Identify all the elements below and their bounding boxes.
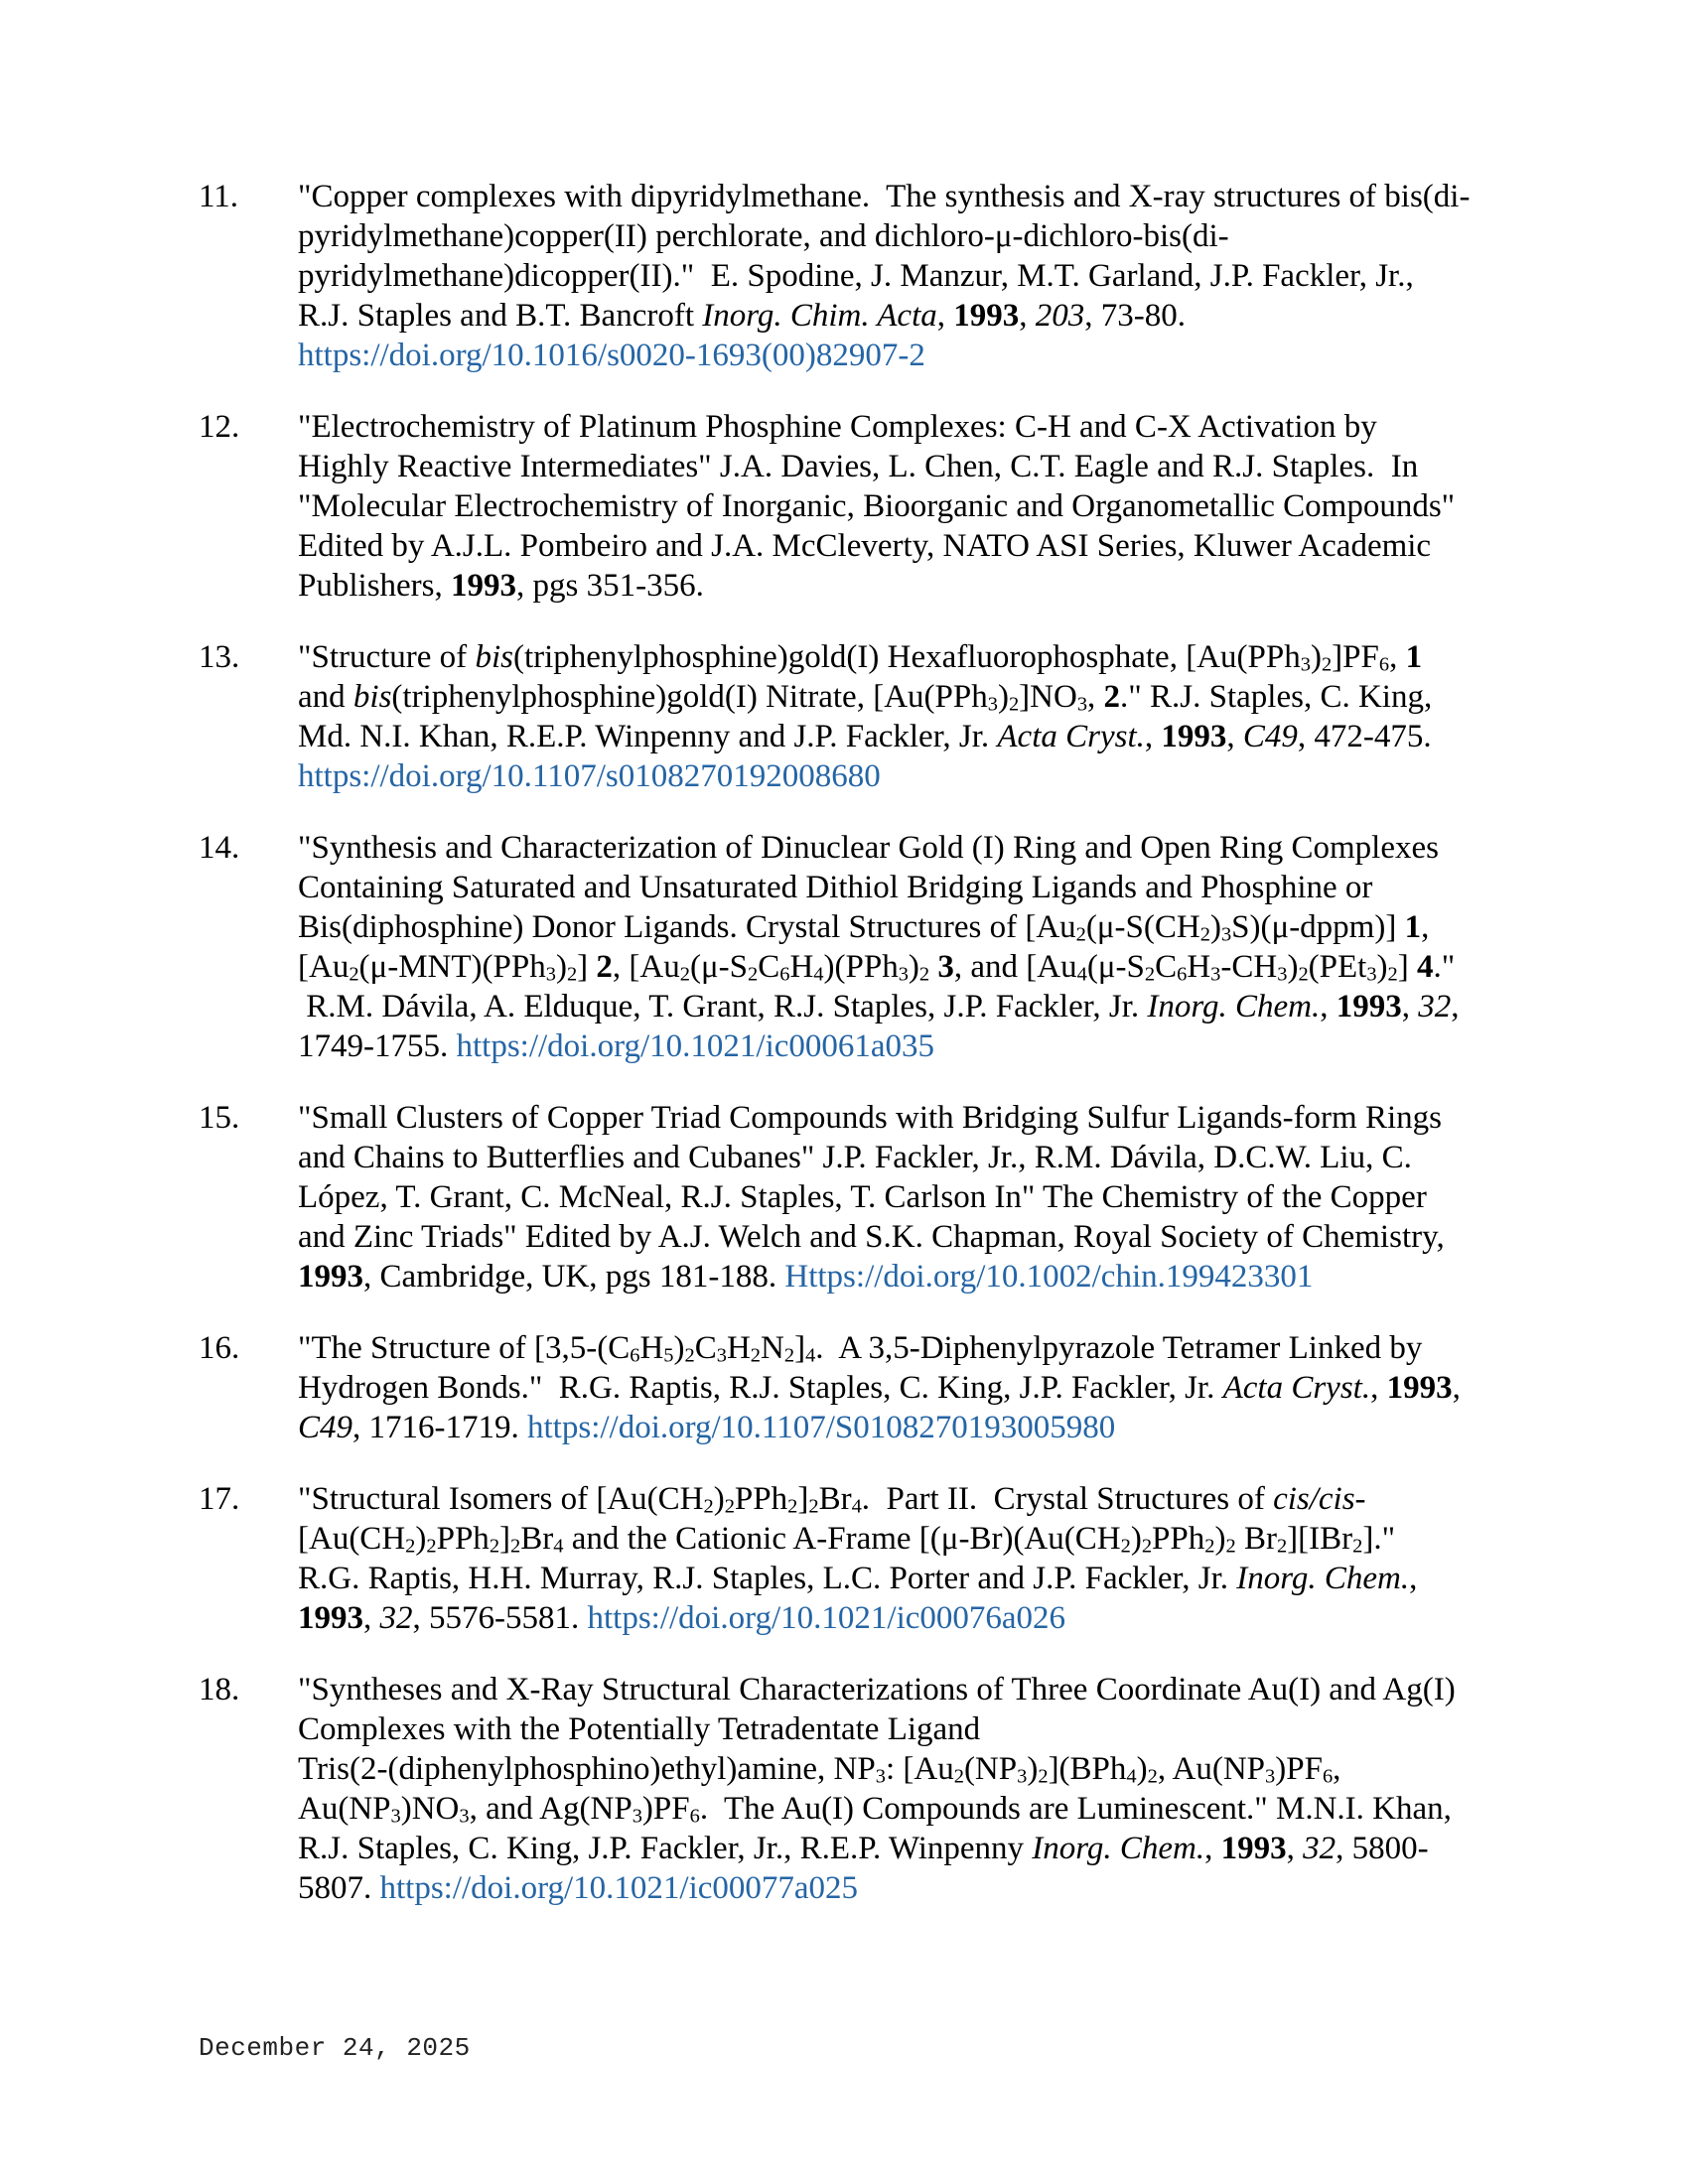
reference-line: 5807. https://doi.org/10.1021/ic00077a025 xyxy=(298,1870,859,1906)
reference-text xyxy=(298,1670,1456,1908)
doi-link[interactable]: https://doi.org/10.1021/ic00077a025 xyxy=(379,1870,859,1906)
reference-item xyxy=(199,1479,1549,1638)
reference-number: 13. xyxy=(199,639,240,675)
reference-item xyxy=(199,1098,1549,1297)
reference-line: R.M. Dávila, A. Elduque, T. Grant, R.J. Staples, J.P. Fackler, Jr. Inorg. Chem., 1993, 32, xyxy=(298,989,1460,1024)
reference-line: R.J. Staples and B.T. Bancroft Inorg. Chim. Acta, 1993, 203, 73-80. xyxy=(298,298,1186,334)
reference-line: "Copper complexes with dipyridylmethane. The synthesis and X-ray structures of bis(di- xyxy=(298,179,1471,214)
reference-text xyxy=(298,1098,1445,1297)
reference-text xyxy=(298,407,1455,606)
reference-line: "Synthesis and Characterization of Dinuclear Gold (I) Ring and Open Ring Complexes xyxy=(298,830,1439,866)
reference-line: "Small Clusters of Copper Triad Compounds with Bridging Sulfur Ligands-form Rings xyxy=(298,1100,1442,1136)
reference-line: Bis(diphosphine) Donor Ligands. Crystal Structures of $[Au_2(\mu-S(CH_2)_3S)(\mu-dppm)]$ 1, xyxy=(298,909,1430,946)
reference-line: 1993, 32, 5576-5581. https://doi.org/10.1021/ic00076a026 xyxy=(298,1600,1066,1636)
reference-line: "Structure of bis(triphenylphosphine)gold(I) Hexafluorophosphate, $[Au(PPh_3)_2]PF_6$, 1 xyxy=(298,639,1423,676)
reference-line: pyridylmethane)copper(II) perchlorate, and dichloro-μ-dichloro-bis(di- xyxy=(298,218,1229,254)
reference-line: Complexes with the Potentially Tetradentate Ligand xyxy=(298,1711,981,1747)
reference-number: 12. xyxy=(199,409,240,445)
reference-number: 11. xyxy=(199,179,239,214)
doi-link[interactable]: Https://doi.org/10.1002/chin.199423301 xyxy=(784,1259,1314,1295)
reference-line: "Molecular Electrochemistry of Inorganic, Bioorganic and Organometallic Compounds" xyxy=(298,488,1456,524)
reference-number: 16. xyxy=(199,1330,240,1366)
reference-line: R.J. Staples, C. King, J.P. Fackler, Jr., R.E.P. Winpenny Inorg. Chem., 1993, 32, 5800- xyxy=(298,1831,1429,1866)
reference-line: 1993, Cambridge, UK, pgs 181-188. Https://doi.org/10.1002/chin.199423301 xyxy=(298,1259,1314,1295)
reference-text xyxy=(298,177,1470,375)
footer-date: December 24, 2025 xyxy=(199,2033,471,2063)
reference-line: Publishers, 1993, pgs 351-356. xyxy=(298,568,704,604)
reference-text xyxy=(298,828,1460,1066)
reference-line: López, T. Grant, C. McNeal, R.J. Staples, T. Carlson In" The Chemistry of the Copper xyxy=(298,1179,1427,1215)
reference-item xyxy=(199,407,1549,606)
reference-line xyxy=(298,336,1470,375)
reference-line: Containing Saturated and Unsaturated Dithiol Bridging Ligands and Phosphine or xyxy=(298,870,1373,905)
reference-number: 15. xyxy=(199,1100,240,1136)
reference-line: Tris(2-(diphenylphosphino)ethyl)amine, $NP_3$: $[Au_2(NP_3)_2](BPh_4)_2$, $Au(NP_3)PF_6$, xyxy=(298,1751,1341,1788)
reference-line xyxy=(298,756,1432,796)
reference-line: $[Au_2(\mu-MNT)(PPh_3)_2]$ 2, [$Au_2(\mu-S_2C_6H_4)(PPh_3)_2$ 3, and $[Au_4(\mu-S_2C_6H_3-CH_3)_2(PEt_3)_2]$ 4." xyxy=(298,949,1456,986)
doi-link[interactable]: https://doi.org/10.1016/s0020-1693(00)82907-2 xyxy=(298,338,925,373)
doi-link[interactable]: https://doi.org/10.1021/ic00061a035 xyxy=(456,1028,935,1064)
reference-text xyxy=(298,1479,1417,1638)
reference-line: Hydrogen Bonds." R.G. Raptis, R.J. Staples, C. King, J.P. Fackler, Jr. Acta Cryst., 1993, xyxy=(298,1370,1461,1406)
reference-line: C49, 1716-1719. https://doi.org/10.1107/S0108270193005980 xyxy=(298,1410,1116,1445)
reference-line: 1749-1755. https://doi.org/10.1021/ic00061a035 xyxy=(298,1028,935,1064)
reference-line: "Syntheses and X-Ray Structural Characterizations of Three Coordinate Au(I) and Ag(I) xyxy=(298,1672,1456,1707)
reference-item xyxy=(199,828,1549,1066)
reference-item xyxy=(199,177,1549,375)
reference-item xyxy=(199,1328,1549,1447)
reference-list xyxy=(199,177,1549,1940)
reference-line: and Chains to Butterflies and Cubanes" J.P. Fackler, Jr., R.M. Dávila, D.C.W. Liu, C. xyxy=(298,1140,1412,1175)
reference-line: Highly Reactive Intermediates" J.A. Davies, L. Chen, C.T. Eagle and R.J. Staples. In xyxy=(298,449,1419,484)
reference-line: pyridylmethane)dicopper(II)." E. Spodine, J. Manzur, M.T. Garland, J.P. Fackler, Jr., xyxy=(298,258,1414,294)
doi-link[interactable]: https://doi.org/10.1107/S0108270193005980 xyxy=(527,1410,1116,1445)
reference-line: and bis(triphenylphosphine)gold(I) Nitrate, $[Au(PPh_3)_2]NO_3$, 2." R.J. Staples, C. King, xyxy=(298,679,1433,716)
reference-number: 18. xyxy=(199,1672,240,1707)
reference-line: Edited by A.J.L. Pombeiro and J.A. McCleverty, NATO ASI Series, Kluwer Academic xyxy=(298,528,1432,564)
reference-item xyxy=(199,637,1549,796)
reference-text xyxy=(298,637,1432,796)
reference-line: "Electrochemistry of Platinum Phosphine Complexes: C-H and C-X Activation by xyxy=(298,409,1377,445)
reference-number: 14. xyxy=(199,830,240,866)
doi-link[interactable]: https://doi.org/10.1021/ic00076a026 xyxy=(587,1600,1066,1636)
reference-text xyxy=(298,1328,1461,1447)
reference-line: Md. N.I. Khan, R.E.P. Winpenny and J.P. Fackler, Jr. Acta Cryst., 1993, C49, 472-475. xyxy=(298,719,1432,754)
reference-line: and Zinc Triads" Edited by A.J. Welch and S.K. Chapman, Royal Society of Chemistry, xyxy=(298,1219,1445,1255)
reference-number: 17. xyxy=(199,1481,240,1517)
reference-item xyxy=(199,1670,1549,1908)
reference-line: R.G. Raptis, H.H. Murray, R.J. Staples, L.C. Porter and J.P. Fackler, Jr. Inorg. Chem., xyxy=(298,1561,1418,1596)
doi-link[interactable]: https://doi.org/10.1107/s0108270192008680 xyxy=(298,758,881,794)
reference-line: $Au(NP_3)NO_3$, and $Ag(NP_3)PF_6$. The Au(I) Compounds are Luminescent." M.N.I. Khan, xyxy=(298,1791,1452,1828)
reference-line: "The Structure of $[3,5-(C_6H_5)_2C_3H_2N_2]_4$. A 3,5-Diphenylpyrazole Tetramer Linked by xyxy=(298,1330,1423,1367)
reference-line: "Structural Isomers of $[Au(CH_2)_2PPh_2]_2Br_4$. Part II. Crystal Structures of cis/cis- xyxy=(298,1481,1366,1518)
reference-line: $[Au(CH_2)_2PPh_2]_2Br_4$ and the Cationic A-Frame [$(\mu-Br)(Au(CH_2)_2PPh_2)_2$ $Br_2][IBr_2]$." xyxy=(298,1521,1396,1558)
